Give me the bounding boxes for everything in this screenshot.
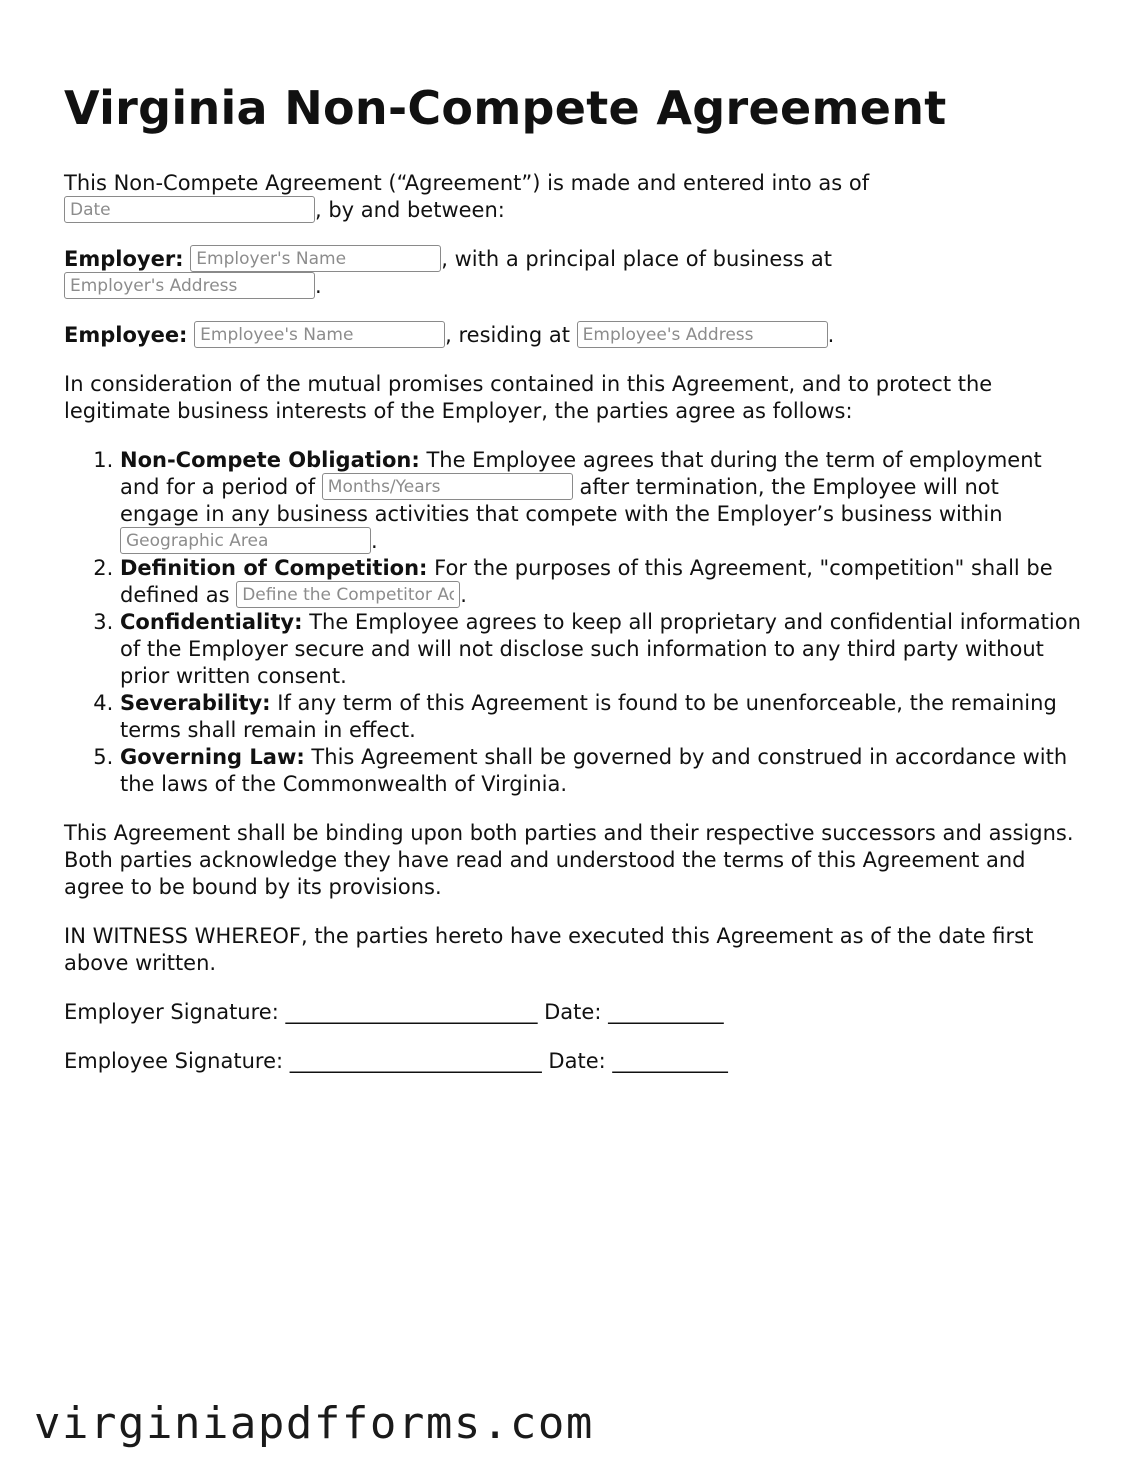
employee-text-mid: , residing at xyxy=(445,323,570,347)
clause-definition xyxy=(120,555,1084,609)
agreement-date-field[interactable] xyxy=(64,196,315,223)
clause-governing-law xyxy=(120,744,1084,798)
binding-paragraph: This Agreement shall be binding upon both parties and their respective successors and assigns. Both parties acknowledge they have read and understood the terms of this Agreement and agree to be bound by its provisions. xyxy=(64,821,1074,899)
clause-non-compete xyxy=(120,447,1084,555)
employee-text-end: . xyxy=(827,323,835,347)
intro-text: This Non-Compete Agreement (“Agreement”) is made and entered into as of xyxy=(64,171,870,195)
document-title: Virginia Non-Compete Agreement xyxy=(64,81,947,135)
consideration-paragraph: In consideration of the mutual promises contained in this Agreement, and to protect the legitimate business interests of the Employer, the parties agree as follows: xyxy=(64,372,993,423)
clause-text: The Employee agrees that during the term of employment and for a period of xyxy=(120,448,1042,499)
clauses-list xyxy=(64,447,1084,798)
period-field[interactable] xyxy=(322,473,573,500)
witness-paragraph: IN WITNESS WHEREOF, the parties hereto have executed this Agreement as of the date first above written. xyxy=(64,924,1034,975)
clause-text: after termination, the Employee will not engage in any business activities that compete with the Employer’s business within xyxy=(120,475,1003,526)
geographic-area-field[interactable] xyxy=(120,527,371,554)
employer-paragraph xyxy=(64,246,1084,300)
clause-text: . xyxy=(371,529,378,553)
clause-heading: Severability: xyxy=(120,691,271,715)
clause-text: The Employee agrees to keep all proprietary and confidential information of the Employer secure and will not disclose such information to any third party without prior written consent. xyxy=(120,610,1081,688)
employee-address-field[interactable] xyxy=(577,321,828,348)
employer-address-field[interactable] xyxy=(64,272,315,299)
employer-text-mid: , with a principal place of business at xyxy=(441,247,832,271)
clause-heading: Non-Compete Obligation: xyxy=(120,448,420,472)
employer-label: Employer: xyxy=(64,247,184,271)
site-watermark: virginiapdfforms.com xyxy=(34,1398,594,1449)
employee-name-field[interactable] xyxy=(194,321,445,348)
clause-severability xyxy=(120,690,1084,744)
document-page xyxy=(64,80,1084,1097)
clause-text: This Agreement shall be governed by and construed in accordance with the laws of the Commonwealth of Virginia. xyxy=(120,745,1068,796)
employee-signature-line: Employee Signature: ________________________ Date: ___________ xyxy=(64,1049,728,1073)
employee-paragraph xyxy=(64,322,1084,349)
employer-name-field[interactable] xyxy=(190,245,441,272)
competitor-activities-field[interactable] xyxy=(236,581,460,608)
employee-label: Employee: xyxy=(64,323,188,347)
clause-text: . xyxy=(460,583,467,607)
employer-signature-line: Employer Signature: ________________________ Date: ___________ xyxy=(64,1000,724,1024)
clause-heading: Confidentiality: xyxy=(120,610,303,634)
intro-paragraph xyxy=(64,170,1084,224)
clause-confidentiality xyxy=(120,609,1084,690)
clause-heading: Definition of Competition: xyxy=(120,556,428,580)
clause-text: If any term of this Agreement is found to be unenforceable, the remaining terms shall remain in effect. xyxy=(120,691,1057,742)
employer-text-end: . xyxy=(315,274,322,298)
clause-heading: Governing Law: xyxy=(120,745,305,769)
intro-text-after: , by and between: xyxy=(315,198,505,222)
clause-text: For the purposes of this Agreement, "competition" shall be defined as xyxy=(120,556,1053,607)
